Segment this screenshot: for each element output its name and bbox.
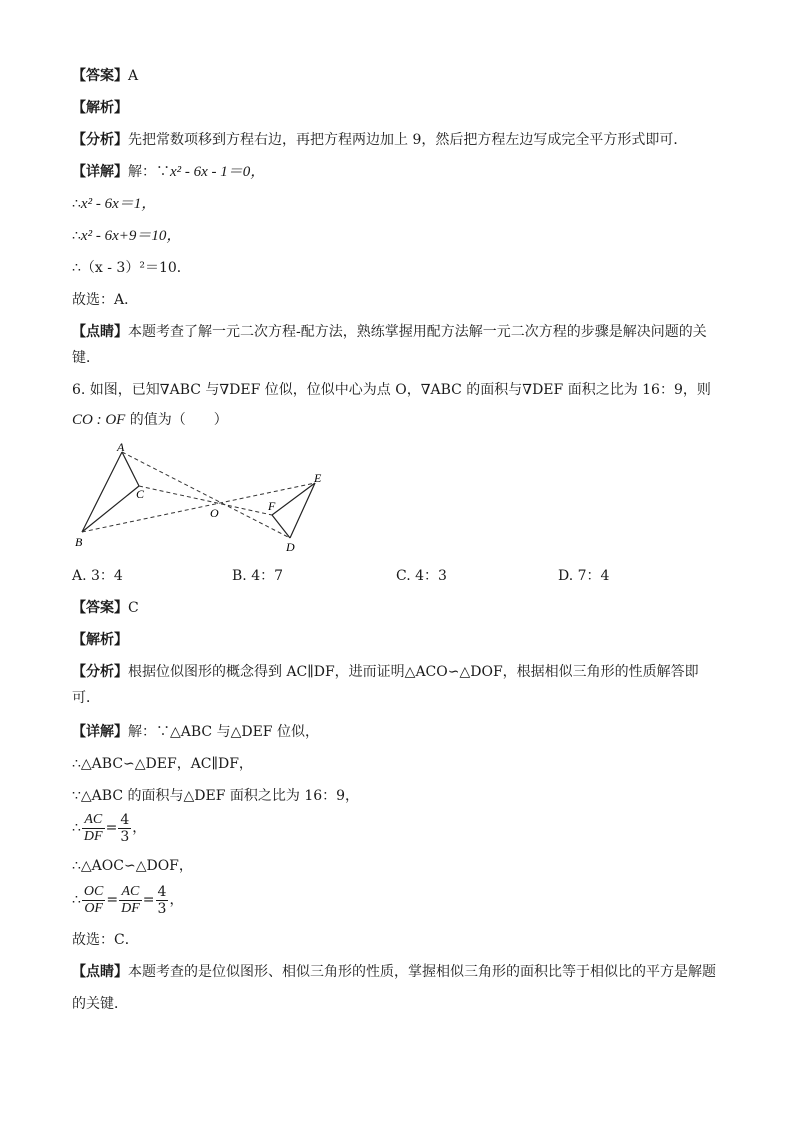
q6-dianjing-line-2 [72, 994, 722, 1014]
q5-xiangjie-line [72, 162, 722, 182]
q6-fraction-line-1 [72, 810, 722, 846]
q5-eq2-line [72, 194, 722, 214]
q5-choice-line [72, 290, 722, 310]
fenxi-text-cont: 可． [72, 690, 100, 706]
dashed-cf [139, 486, 272, 515]
label-d: D [286, 540, 295, 554]
equation-2: x² - 6x＝1， [80, 196, 157, 212]
equation-3: x² - 6x+9＝10， [80, 228, 182, 244]
denominator: 3 [120, 828, 130, 845]
q6-stem-tail: 的值为（ ） [125, 412, 228, 428]
equals-sign: = [105, 820, 118, 836]
segment-ac [122, 452, 139, 486]
therefore-symbol: ∴ [72, 820, 81, 836]
answer-value: A [128, 68, 139, 84]
answer-tag: 【答案】 [72, 600, 128, 616]
q6-fraction-line-2 [72, 882, 722, 918]
q6-analysis-heading [72, 630, 722, 650]
q5-dianjing-line [72, 322, 722, 342]
option-b[interactable]: B. 4：7 [232, 568, 284, 584]
xiangjie-tag: 【详解】 [72, 724, 128, 740]
numerator: AC [119, 884, 142, 901]
q6-ratio-expr: CO : OF [72, 412, 126, 428]
dashed-ad [122, 452, 290, 538]
denominator: OF [84, 900, 103, 916]
label-f: F [268, 499, 276, 513]
q5-answer-line [72, 66, 722, 86]
choice-text: 故选：C． [72, 932, 139, 948]
segment-cb [82, 486, 139, 532]
fraction-ac-df [82, 812, 105, 845]
analysis-tag: 【解析】 [72, 632, 128, 648]
q6-step-3 [72, 786, 722, 806]
q6-stem-line-1 [72, 380, 722, 400]
answer-tag: 【答案】 [72, 68, 128, 84]
dianjing-tag: 【点睛】 [72, 964, 128, 980]
q5-eq3-line [72, 226, 722, 246]
segment-ab [82, 452, 122, 532]
q6-answer-line [72, 598, 722, 618]
fraction-ac-df [119, 884, 142, 917]
fenxi-tag: 【分析】 [72, 132, 128, 148]
denominator: 3 [157, 900, 167, 917]
option-a[interactable]: A. 3：4 [72, 568, 123, 584]
therefore-symbol: ∴ [72, 228, 81, 244]
denominator: DF [121, 900, 140, 916]
option-d[interactable]: D. 7：4 [558, 568, 610, 584]
homothety-figure [72, 440, 342, 560]
comma: ， [132, 820, 147, 836]
q6-stem: 6. 如图，已知∇ABC 与∇DEF 位似，位似中心为点 O，∇ABC 的面积与∇DEF 面积之比为 16：9，则 [72, 382, 711, 398]
label-o: O [210, 506, 219, 520]
q6-fenxi-line-2 [72, 688, 722, 708]
q6-choice-line [72, 930, 722, 950]
step-5-text: ∴△AOC∽△DOF， [72, 858, 193, 874]
fraction-oc-of [82, 884, 105, 917]
label-e: E [314, 471, 322, 485]
equation-1: x² - 6x - 1＝0， [170, 164, 266, 180]
segment-ef [272, 483, 315, 515]
numerator: 4 [120, 811, 130, 828]
segment-fd [272, 515, 290, 538]
xiangjie-tag: 【详解】 [72, 164, 128, 180]
equals-sign: = [142, 892, 155, 908]
q6-stem-line-2 [72, 410, 722, 430]
fraction-4-3 [156, 884, 169, 917]
label-b: B [75, 535, 83, 549]
dianjing-text-cont: 键． [72, 350, 100, 366]
fenxi-tag: 【分析】 [72, 664, 128, 680]
option-c[interactable]: C. 4：3 [396, 568, 447, 584]
label-c: C [136, 487, 145, 501]
xiangjie-prefix: 解：∵ [128, 164, 170, 180]
denominator: DF [83, 828, 103, 844]
step-2-text: ∴△ABC∽△DEF，AC∥DF， [72, 756, 253, 772]
q5-analysis-heading [72, 98, 722, 118]
dianjing-tag: 【点睛】 [72, 324, 128, 340]
label-a: A [117, 440, 125, 454]
dianjing-text-cont: 的关键． [72, 996, 128, 1012]
q6-fenxi-line [72, 662, 722, 682]
numerator: 4 [157, 883, 167, 900]
dianjing-text: 本题考查了解一元二次方程-配方法，熟练掌握用配方法解一元二次方程的步骤是解决问题的关 [128, 324, 707, 340]
q5-dianjing-line-2 [72, 348, 722, 368]
q6-xiangjie-line [72, 722, 722, 742]
equation-4: ∴（x - 3）²＝10． [72, 260, 191, 276]
therefore-symbol: ∴ [72, 196, 81, 212]
answer-value: C [128, 600, 139, 616]
choice-text: 故选：A． [72, 292, 139, 308]
step-3-text: ∵△ABC 的面积与△DEF 面积之比为 16：9， [72, 788, 360, 804]
q6-dianjing-line [72, 962, 722, 982]
dianjing-text: 本题考查的是位似图形、相似三角形的性质，掌握相似三角形的面积比等于相似比的平方是解题 [128, 964, 716, 980]
therefore-symbol: ∴ [72, 892, 81, 908]
analysis-tag: 【解析】 [72, 100, 128, 116]
fenxi-text: 先把常数项移到方程右边，再把方程两边加上 9，然后把方程左边写成完全平方形式即可． [128, 132, 688, 148]
q5-fenxi-line [72, 130, 722, 150]
equals-sign: = [106, 892, 119, 908]
comma: ， [169, 892, 184, 908]
q5-eq4-line [72, 258, 722, 278]
q6-options-row [72, 566, 722, 586]
fenxi-text: 根据位似图形的概念得到 AC∥DF，进而证明△ACO∽△DOF，根据相似三角形的性质解答即 [128, 664, 699, 680]
segment-ed [290, 483, 315, 538]
q6-step-5 [72, 856, 722, 876]
numerator: OC [83, 883, 104, 899]
numerator: AC [82, 812, 105, 829]
xiangjie-line-1: 解：∵△ABC 与△DEF 位似， [128, 724, 319, 740]
q6-step-2 [72, 754, 722, 774]
fraction-4-3 [118, 812, 131, 845]
